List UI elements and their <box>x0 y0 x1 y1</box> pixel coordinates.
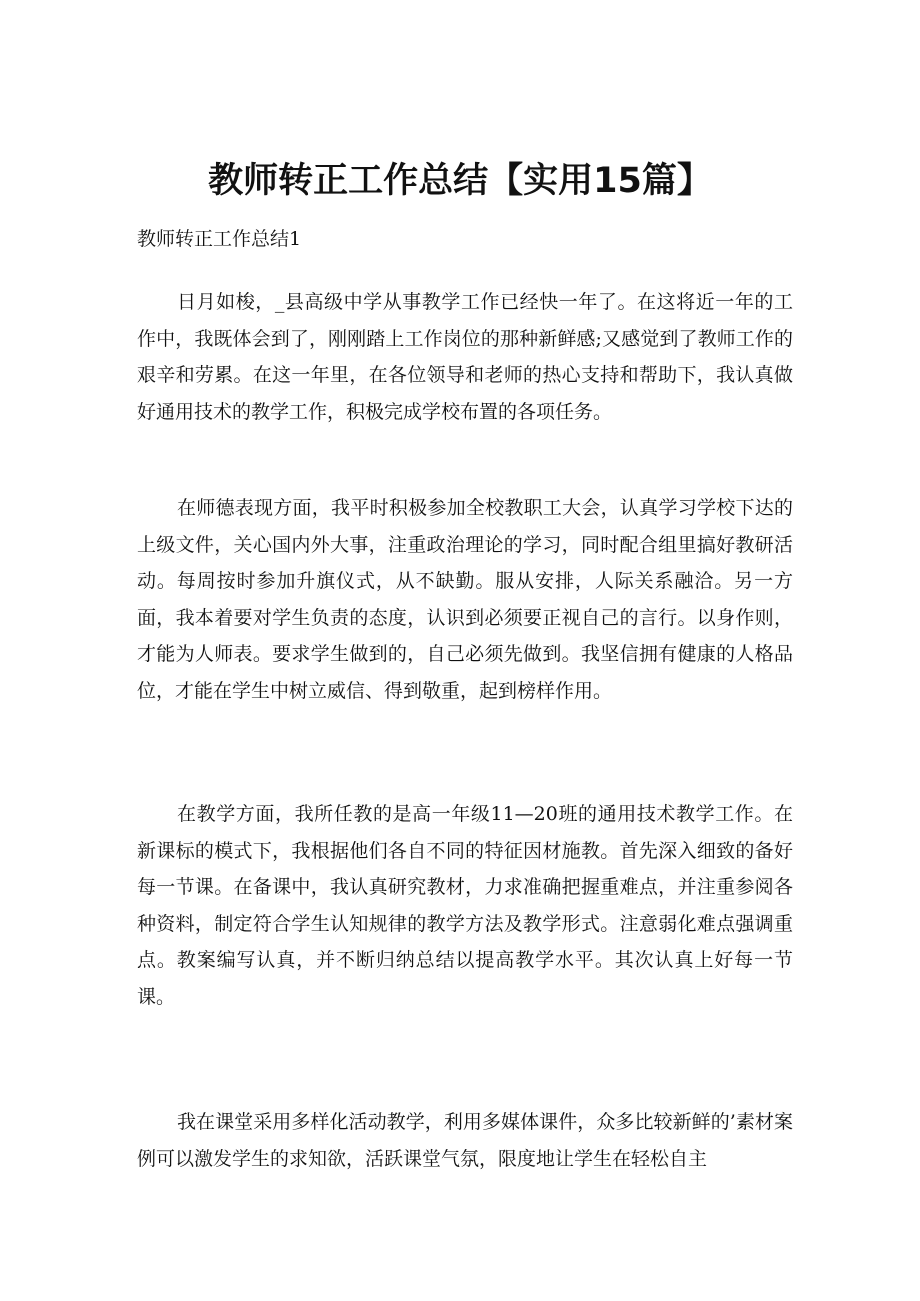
paragraph: 我在课堂采用多样化活动教学，利用多媒体课件，众多比较新鲜的’素材案例可以激发学生的求知欲，活跃课堂气氛，限度地让学生在轻松自主 <box>137 1111 793 1170</box>
document-title: 教师转正工作总结【实用15篇】 <box>208 161 712 201</box>
section-heading: 教师转正工作总结1 <box>137 228 302 250</box>
paragraph: 在教学方面，我所任教的是高一年级11—20班的通用技术教学工作。在新课标的模式下，我根据他们各自不同的特征因材施教。首先深入细致的备好每一节课。在备课中，我认真研究教材，力求准确把握重难点，并注重参阅各种资料，制定符合学生认知规律的教学方法及教学形式。注意弱化难点强调重点。教案编写认真，并不断归纳总结以提高教学水平。其次认真上好每一节课。 <box>137 803 793 1008</box>
paragraph: 在师德表现方面，我平时积极参加全校教职工大会，认真学习学校下达的上级文件，关心国内外大事，注重政治理论的学习，同时配合组里搞好教研活动。每周按时参加升旗仪式，从不缺勤。服从安排，人际关系融洽。另一方面，我本着要对学生负责的态度，认识到必须要正视自己的言行。以身作则，才能为人师表。要求学生做到的，自己必须先做到。我坚信拥有健康的人格品位，才能在学生中树立威信、得到敬重，起到榜样作用。 <box>137 497 793 702</box>
paragraph: 日月如梭，_县高级中学从事教学工作已经快一年了。在这将近一年的工作中，我既体会到了，刚刚踏上工作岗位的那种新鲜感;又感觉到了教师工作的艰辛和劳累。在这一年里，在各位领导和老师的热心支持和帮助下，我认真做好通用技术的教学工作，积极完成学校布置的各项任务。 <box>137 291 793 423</box>
